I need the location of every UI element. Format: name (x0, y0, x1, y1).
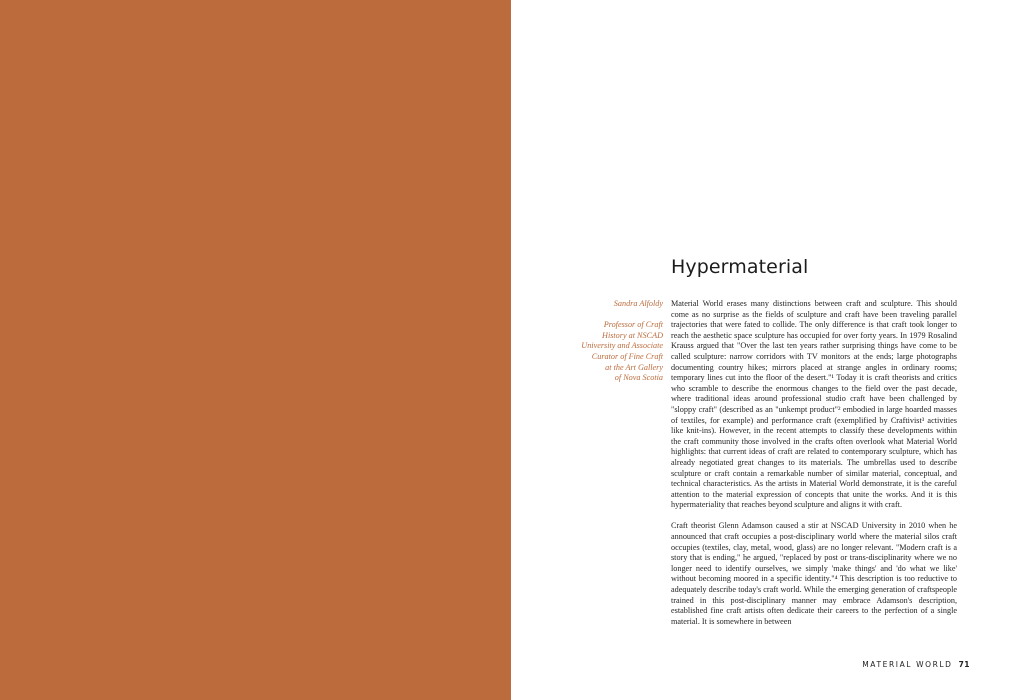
author-sidebar (560, 299, 663, 384)
author-bio-line: University and Associate (581, 341, 663, 351)
article-body (671, 299, 957, 627)
body-paragraph: Craft theorist Glenn Adamson caused a stir at NSCAD University in 2010 when he announced that craft occupies a post-disciplinary world where the material silos craft occupies (textiles, clay, metal, wood, glass) are no longer relevant. "Modern craft is a story that is ending," he argued, "replaced by post or trans-disciplinarity where we no longer need to identify ourselves, we simply 'make things' and 'do what we like' without becoming moored in a specific identity."⁴ This description is too reductive to adequately describe today's craft world. While the emerging generation of craftspeople trained in this post-disciplinary manner may embrace Adamson's description, established fine craft artists often dedicate their careers to the perfection of a single material. It is somewhere in between (671, 521, 957, 626)
author-bio-line: History at NSCAD (602, 330, 663, 340)
author-bio-line: of Nova Scotia (614, 373, 663, 383)
page-number: 71 (958, 660, 970, 669)
page-footer (862, 660, 970, 669)
running-title: MATERIAL WORLD (862, 660, 953, 669)
author-bio-line: Professor of Craft (603, 320, 663, 330)
author-bio-line: Curator of Fine Craft (591, 351, 663, 361)
body-paragraph: Material World erases many distinctions between craft and sculpture. This should come as no surprise as the fields of sculpture and craft have been traveling parallel trajectories that were fated to collide. The only difference is that craft took longer to reach the aesthetic space sculpture has occupied for over forty years. In 1979 Rosalind Krauss argued that "Over the last ten years rather surprising things have come to be called sculpture: narrow corridors with TV monitors at the ends; large photographs documenting country hikes; mirrors placed at strange angles in ordinary rooms; temporary lines cut into the floor of the desert."¹ Today it is craft theorists and critics who scramble to describe the enormous changes to the field over the past decade, where traditional ideas around professional studio craft have been challenged by "sloppy craft" (described as an "unkempt product"² embodied in large hoarded masses of textiles, for example) and performance craft (exemplified by Craftivist³ activities like knit-ins). However, in the recent attempts to classify these developments within the craft community those involved in the crafts often overlook what Material World highlights: that current ideas of craft are related to contemporary sculpture, which has already negotiated great changes to its materials. The umbrellas used to describe sculpture or craft contain a remarkable number of similar material, conceptual, and technical characteristics. As the artists in Material World demonstrate, it is the careful attention to the material expression of concepts that unite the works. And it is this hypermateriality that reaches beyond sculpture and aligns it with craft. (671, 299, 957, 510)
article-title: Hypermaterial (671, 256, 809, 278)
author-name: Sandra Alfoldy (613, 299, 663, 308)
author-bio-line: at the Art Gallery (605, 362, 663, 372)
